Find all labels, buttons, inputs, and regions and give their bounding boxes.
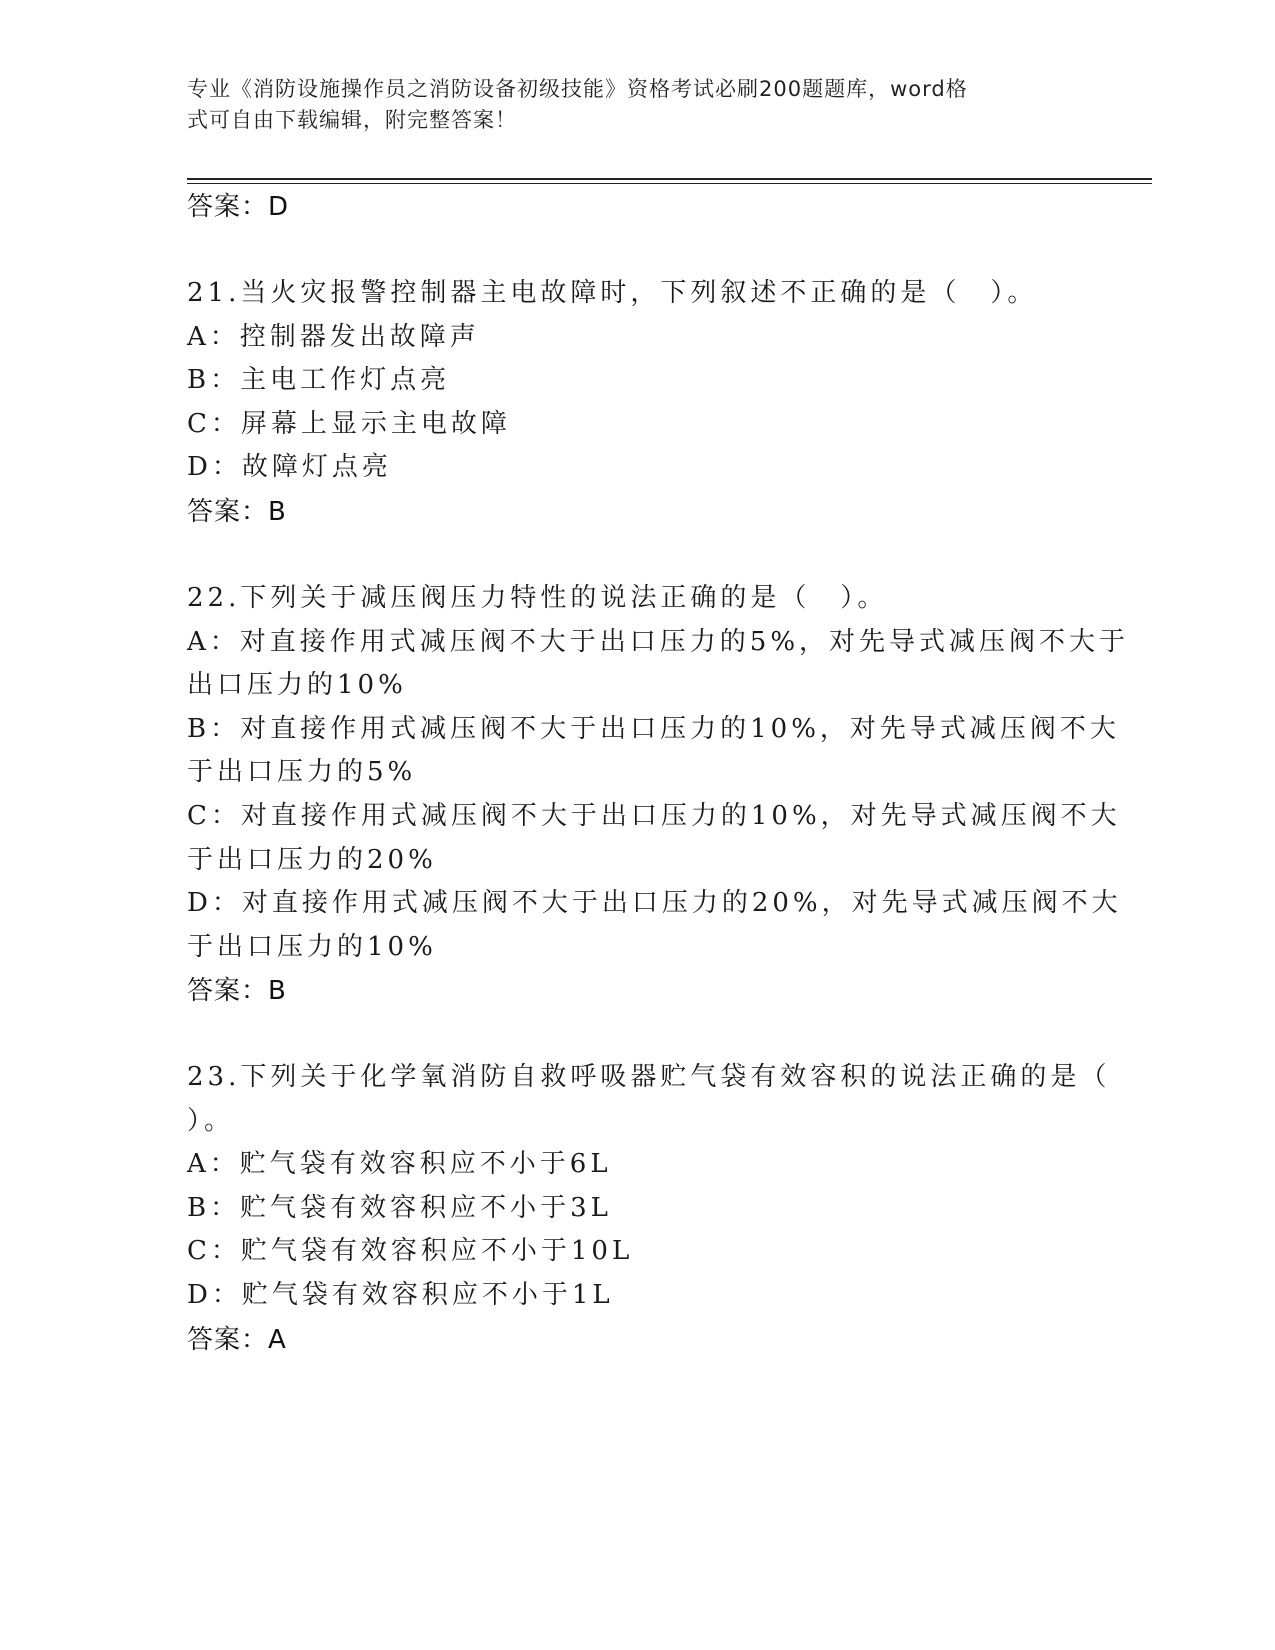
option-d: D：故障灯点亮 bbox=[187, 452, 392, 483]
header-line-2: 式可自由下载编辑，附完整答案！ bbox=[187, 108, 517, 132]
option-d: 于出口压力的10% bbox=[187, 931, 437, 962]
answer-line: 答案：B bbox=[187, 497, 287, 527]
option-a: 出口压力的10% bbox=[187, 670, 407, 701]
header-rule-thick bbox=[187, 178, 1152, 180]
option-c: C：对直接作用式减压阀不大于出口压力的10%，对先导式减压阀不大 bbox=[187, 801, 1121, 831]
question-stem: 23.下列关于化学氧消防自救呼吸器贮气袋有效容积的说法正确的是（ bbox=[187, 1062, 1111, 1092]
header-line-1: 专业《消防设施操作员之消防设备初级技能》资格考试必刷200题题库，word格 bbox=[187, 77, 968, 101]
page-header bbox=[187, 74, 1067, 136]
option-b: B：主电工作灯点亮 bbox=[187, 365, 451, 396]
option-a: A：控制器发出故障声 bbox=[187, 321, 480, 352]
option-c: C：屏幕上显示主电故障 bbox=[187, 408, 511, 439]
option-a: A：对直接作用式减压阀不大于出口压力的5%，对先导式减压阀不大于 bbox=[187, 626, 1130, 657]
option-b: B：贮气袋有效容积应不小于3L bbox=[187, 1192, 612, 1223]
question-stem: 22.下列关于减压阀压力特性的说法正确的是（ ）。 bbox=[187, 583, 888, 613]
option-d: D：贮气袋有效容积应不小于1L bbox=[187, 1280, 614, 1310]
option-a: A：贮气袋有效容积应不小于6L bbox=[187, 1149, 612, 1180]
header-rule-thin bbox=[187, 183, 1152, 184]
option-c: 于出口压力的20% bbox=[187, 844, 437, 875]
answer-line: 答案：B bbox=[187, 976, 287, 1007]
previous-answer: 答案：D bbox=[187, 192, 290, 222]
option-b: B：对直接作用式减压阀不大于出口压力的10%，对先导式减压阀不大 bbox=[187, 713, 1120, 744]
question-stem: 21.当火灾报警控制器主电故障时，下列叙述不正确的是（ ）。 bbox=[187, 278, 1038, 308]
option-d: D：对直接作用式减压阀不大于出口压力的20%，对先导式减压阀不大 bbox=[187, 888, 1122, 919]
question-stem: ）。 bbox=[187, 1105, 235, 1136]
option-c: C：贮气袋有效容积应不小于10L bbox=[187, 1236, 634, 1267]
answer-line: 答案：A bbox=[187, 1324, 287, 1355]
option-b: 于出口压力的5% bbox=[187, 757, 417, 788]
